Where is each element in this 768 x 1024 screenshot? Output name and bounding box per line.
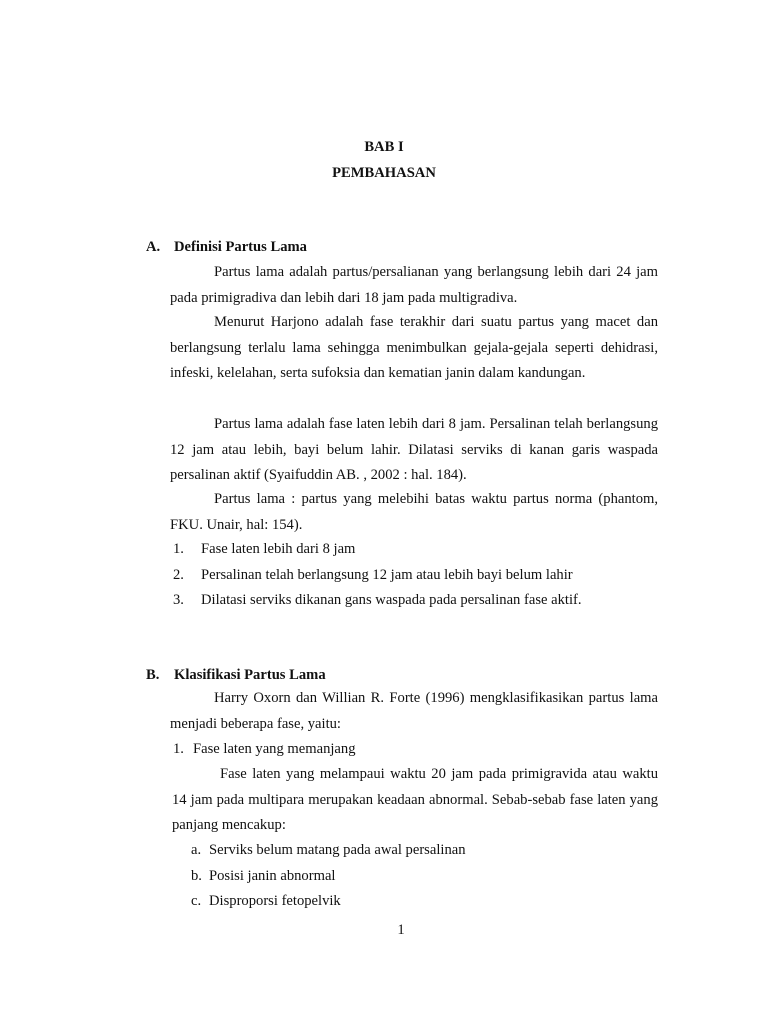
section-b-title: Klasifikasi Partus Lama [174, 667, 326, 683]
causes-list [191, 838, 466, 915]
list-item: b. Posisi janin abnormal [191, 867, 336, 884]
section-a-paragraph-4: Partus lama : partus yang melebihi batas waktu partus norma (phantom, FKU. Unair, hal: 154). [170, 491, 658, 533]
section-a-paragraph-2: Menurut Harjono adalah fase terakhir dari suatu partus yang macet dan berlangsung terlalu lama sehingga menimbulkan gejala-gejala seperti dehidrasi, infeski, kelelahan, serta sufoksia dan kematian janin dalam kandungan. [170, 314, 658, 382]
list-item: 2. Persalinan telah berlangsung 12 jam atau lebih bayi belum lahir [173, 566, 573, 583]
list-item: 1. Fase laten lebih dari 8 jam [173, 541, 356, 557]
page-number: 1 [397, 922, 405, 938]
section-a-paragraph-3: Partus lama adalah fase laten lebih dari 8 jam. Persalinan telah berlangsung 12 jam atau lebih, bayi belum lahir. Dilatasi serviks di kanan garis waspada persalinan aktif (Syaifuddin AB. , 2002 : hal. 184). [170, 416, 658, 484]
list-item: 3. Dilatasi serviks dikanan gans waspada pada persalinan fase aktif. [173, 592, 582, 609]
section-b-item-1-title: 1. Fase laten yang memanjang [173, 741, 356, 757]
section-a-paragraph-1: Partus lama adalah partus/persalianan yang berlangsung lebih dari 24 jam pada primigradiva dan lebih dari 18 jam pada multigradiva. [170, 264, 658, 306]
chapter-title: PEMBAHASAN [332, 165, 436, 181]
section-a-heading [146, 239, 307, 256]
chapter-number: BAB I [364, 139, 404, 155]
section-b-intro: Harry Oxorn dan Willian R. Forte (1996) mengklasifikasikan partus lama menjadi beberapa fase, yaitu: [170, 690, 658, 732]
section-b-letter: B. [146, 667, 160, 683]
section-a-list [173, 537, 582, 614]
section-b-item-1-paragraph: Fase laten yang melampaui waktu 20 jam pada primigravida atau waktu 14 jam pada multipara merupakan keadaan abnormal. Sebab-sebab fase laten yang panjang mencakup: [172, 766, 658, 834]
section-a-title: Definisi Partus Lama [174, 239, 307, 255]
section-a-letter: A. [146, 239, 161, 255]
list-item: c. Disproporsi fetopelvik [191, 893, 341, 909]
list-item: a. Serviks belum matang pada awal persalinan [191, 842, 466, 858]
section-b-heading [146, 667, 326, 684]
